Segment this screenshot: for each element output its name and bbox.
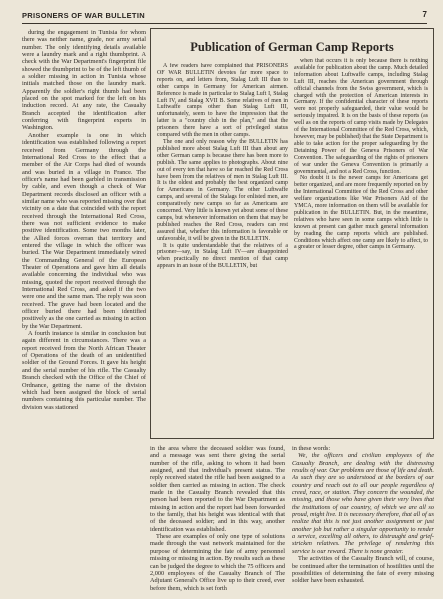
creed-quote: We, the officers and civilian employees of the Casualty Branch, are dealing with the distressing results of war. Our problems are those of life and death. As such they are so understood at the borders of our country and reach out to all our people regardless of creed, race, or station. They concern the wounded, the missing, and those who have given their very lives that the institutions of our country, of which we are all so proud, might live. It is necessary therefore, that all of us realize that this is not just another assignment or just another job but rather a singular opportunity to render a service, excelling all others, to distraught and grief-stricken relatives. The privilege of rendering this service is our reward. There is none greater. (292, 452, 434, 555)
closing-paragraph: The activities of the Casualty Branch will, of course, be continued after the termination of hostilities until the possibilities of determining the fate of every missing soldier have been exhausted. (292, 555, 434, 585)
middle-paragraph-2: These are examples of only one type of solutions made through the vast network maintained for the purpose of determining the fate of army personnel missing or missing in action. By results such as these can be judged the degree to which the 75 officers and 2,000 employees of the Casualty Branch of The Adjutant General's Office live up to their creed, ever before them, which is set forth (150, 533, 285, 592)
publication-title: PRISONERS OF WAR BULLETIN (22, 11, 145, 20)
right-column (292, 445, 434, 592)
camp-reports-box (150, 28, 434, 439)
middle-paragraph-1: in the area where the deceased soldier was found, and a message was sent there giving the serial number of the rifle, asking to whom it had been assigned, and that individual's present status. The reply received stated the rifle had been assigned to a soldier then carried as missing in action. The check made in the Casualty Branch revealed that this person had been reported to the War Department as missing in action and the report had been forwarded to the family, that his height was identical with that of the deceased soldier; and in this way, another identification was established. (150, 445, 285, 533)
article-paragraph-4: when that occurs it is only because there is nothing available for publication about the camp. Much detailed information about Luftwaffe camps, including Stalag Luft III, reaches the American government through official channels from the Swiss government, which is charged with the protection of American interests in Germany. If the confidential character of these reports were not properly safeguarded, their value would be seriously impaired. It is on the basis of these reports (as well as on the reports of camp visits made by Delegates of the International Committee of the Red Cross, which, however, may be published) that the State Department is able to take action for the proper safeguarding by the Detaining Power of the Geneva Prisoners of War Convention. The safeguarding of the rights of prisoners of war under the Geneva Convention is primarily a governmental, and not a Red Cross, function. (294, 58, 428, 175)
page-number: 7 (422, 10, 427, 19)
left-paragraph-3: A fourth instance is similar in conclusion but again different in circumstances. There was a report received from the North African Theater of Operations of the death of an unidentified soldier of the Ground Forces. It gave his height and the serial number of his rifle. The Casualty Branch checked with the Office of the Chief of Ordnance, getting the name of the division which had been assigned the block of serial numbers containing this particular number. The division was stationed (22, 330, 146, 411)
article-paragraph-5: No doubt it is the newer camps for Americans get better organized, and are more frequently reported on by the International Committee of the Red Cross and other welfare organizations like War Prisoners Aid of the YMCA, more information on them will be available for publication in the BULLETIN. But, in the meantime, relatives who have seen in some camps which little is known at present can gather much general information by reading the camp reports which are published. Conditions which affect one camp are likely to affect, to a greater or lesser degree, other camps in Germany. (294, 175, 428, 251)
article-paragraph-2: The one and only reason why the BULLETIN has published more about Stalag Luft III than about any other German camp is because there has been more to publish. The same applies to photographs. About nine out of every ten that have so far reached the Red Cross have been from the relatives of men in Stalag Luft III. It is the oldest and probably the best organized camp for Americans in Germany. The other Luftwaffe camps, and several of the Stalags for enlisted men, are comparatively new camps so far as Americans are concerned. Very little is known yet about some of these camps, but whenever information on them that may be published reaches the Red Cross, readers can rest assured that, whether this information is favorable or unfavorable, it will be given in the BULLETIN. (157, 138, 288, 242)
article-column-2 (294, 58, 428, 435)
creed-lead: in these words: (292, 445, 331, 452)
article-paragraph-1: A few readers have complained that PRISONERS OF WAR BULLETIN devotes far more space to reports on, and letters from, Stalag Luft III than to other camps in Germany for American airmen. Reference is made in particular to Stalag Luft I, Stalag Luft IV, and Stalag XVII B. Some relatives of men in Luftwaffe camps other than Stalag Luft III, unfortunately, seem to have the impression that the latter is a "country club in the plan," and that the prisoners there have a sort of privileged status compared with the men in other camps. (157, 63, 288, 139)
article-column-1 (157, 63, 288, 435)
middle-column (150, 445, 285, 592)
article-title: Publication of German Camp Reports (190, 40, 394, 54)
article-paragraph-3: It is quite understandable that the relatives of a prisoner—say, in Stalag Luft IV—are disappointed when practically no direct mention of that camp appears in an issue of the BULLETIN, but (157, 242, 288, 270)
running-head (22, 11, 427, 24)
left-paragraph-1: during the engagement in Tunisia for whom there was neither name, grade, nor army serial number. The only identifying details available were a laundry mark and a right thumbprint. A check with the War Department's fingerprint file showed the thumbprint to be of the left thumb of a soldier missing in action in Tunisia whose initials matched those on the laundry mark. Apparently the soldier's right thumb had been placed on the spot marked for the left on his induction record. At any rate, the Casualty Branch accepted the identification after conferring with fingerprint experts in Washington. (22, 29, 146, 132)
left-paragraph-2: Another example is one in which identification was established following a report received from Germany through the International Red Cross to the effect that a member of the Air Corps had died of wounds and was buried in a village in France. The officer's name had been garbled in transmission by cable, and even though a check of War Department records disclosed an officer with a similar name who was reported missing over that vicinity on a date that coincided with the report received through the International Red Cross, there was not sufficient evidence to make positive identification. Some two months later, the Allied forces overran that territory and entered the village in which the officer was buried. The War Department immediately wired the Commanding General of the European Theater of Operations and gave him all details available concerning the individual who was missing, quoted the report received through the International Red Cross, and asked if the two were one and the same man. The reply was soon received. The grave had been located and the officer buried there had been identified positively as the one carried as missing in action by the War Department. (22, 131, 146, 330)
left-column (22, 29, 146, 592)
